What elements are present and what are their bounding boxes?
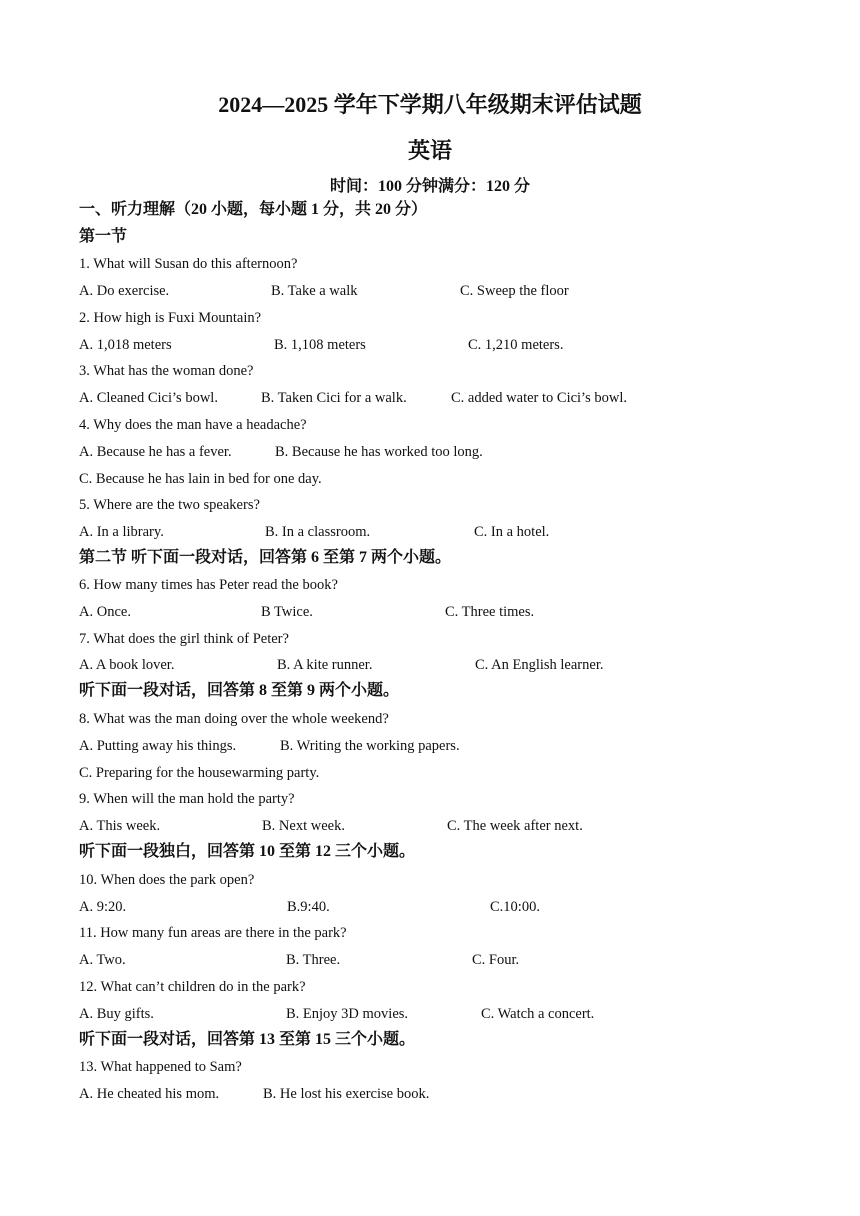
time-info: 时间：100 分钟满分：120 分 — [329, 178, 530, 195]
option-b: B. Writing the working papers. — [280, 738, 460, 754]
option-c: C. Four. — [472, 952, 520, 968]
question-text: 12. What can’t children do in the park? — [79, 979, 306, 995]
option-a: A. Do exercise. — [79, 283, 170, 299]
option-b: B Twice. — [261, 604, 313, 620]
question-text: 11. How many fun areas are there in the park? — [79, 925, 347, 941]
question-text: 1. What will Susan do this afternoon? — [79, 256, 298, 272]
option-c: C. An English learner. — [475, 657, 604, 673]
question-text: 10. When does the park open? — [79, 872, 255, 888]
part-heading: 第一节 — [79, 228, 128, 245]
question-text: 9. When will the man hold the party? — [79, 791, 295, 807]
option-b: B.9:40. — [287, 899, 330, 915]
option-a: A. In a library. — [79, 524, 164, 540]
question-text: 3. What has the woman done? — [79, 363, 254, 379]
option-c: C. 1,210 meters. — [468, 337, 564, 353]
option-b: B. Enjoy 3D movies. — [286, 1006, 409, 1022]
option-c: C. Three times. — [445, 604, 535, 620]
option-b: B. Taken Cici for a walk. — [261, 390, 407, 406]
option-a: A. Because he has a fever. — [79, 444, 232, 460]
option-a: A. Two. — [79, 952, 126, 968]
exam-title: 2024—2025 学年下学期八年级期末评估试题 — [218, 92, 642, 117]
instruction-heading: 听下面一段对话，回答第 8 至第 9 两个小题。 — [79, 682, 400, 699]
option-c: C. added water to Cici’s bowl. — [451, 390, 627, 406]
section-heading: 一、听力理解（20 小题，每小题 1 分，共 20 分） — [79, 201, 428, 218]
option-b: B. Three. — [286, 952, 341, 968]
option-b: B. Next week. — [262, 818, 345, 834]
option-b: B. Because he has worked too long. — [275, 444, 483, 460]
instruction-heading: 听下面一段对话，回答第 13 至第 15 三个小题。 — [79, 1031, 416, 1048]
instruction-heading: 听下面一段独白，回答第 10 至第 12 三个小题。 — [79, 843, 416, 860]
question-text: 5. Where are the two speakers? — [79, 497, 260, 513]
option-a: A. Once. — [79, 604, 131, 620]
option-c: C. In a hotel. — [474, 524, 550, 540]
question-text: 4. Why does the man have a headache? — [79, 417, 307, 433]
option-a: A. Putting away his things. — [79, 738, 237, 754]
option-c: C. Preparing for the housewarming party. — [79, 765, 320, 781]
question-text: 2. How high is Fuxi Mountain? — [79, 310, 262, 326]
option-c: C. Because he has lain in bed for one day. — [79, 471, 322, 487]
option-c: C.10:00. — [490, 899, 540, 915]
question-text: 13. What happened to Sam? — [79, 1059, 242, 1075]
option-c: C. Watch a concert. — [481, 1006, 595, 1022]
option-b: B. Take a walk — [271, 283, 358, 299]
option-b: B. In a classroom. — [265, 524, 371, 540]
option-a: A. 1,018 meters — [79, 337, 172, 353]
option-a: A. He cheated his mom. — [79, 1086, 220, 1102]
subject-title: 英语 — [407, 138, 452, 163]
option-a: A. A book lover. — [79, 657, 175, 673]
option-b: B. He lost his exercise book. — [263, 1086, 430, 1102]
question-text: 8. What was the man doing over the whole weekend? — [79, 711, 389, 727]
option-a: A. 9:20. — [79, 899, 127, 915]
part-heading: 第二节 听下面一段对话，回答第 6 至第 7 两个小题。 — [79, 549, 452, 566]
option-b: B. A kite runner. — [277, 657, 373, 673]
option-a: A. Cleaned Cici’s bowl. — [79, 390, 218, 406]
option-c: C. Sweep the floor — [460, 283, 569, 299]
option-b: B. 1,108 meters — [274, 337, 366, 353]
question-text: 6. How many times has Peter read the book? — [79, 577, 338, 593]
option-c: C. The week after next. — [447, 818, 583, 834]
option-a: A. Buy gifts. — [79, 1006, 154, 1022]
question-text: 7. What does the girl think of Peter? — [79, 631, 289, 647]
option-a: A. This week. — [79, 818, 161, 834]
